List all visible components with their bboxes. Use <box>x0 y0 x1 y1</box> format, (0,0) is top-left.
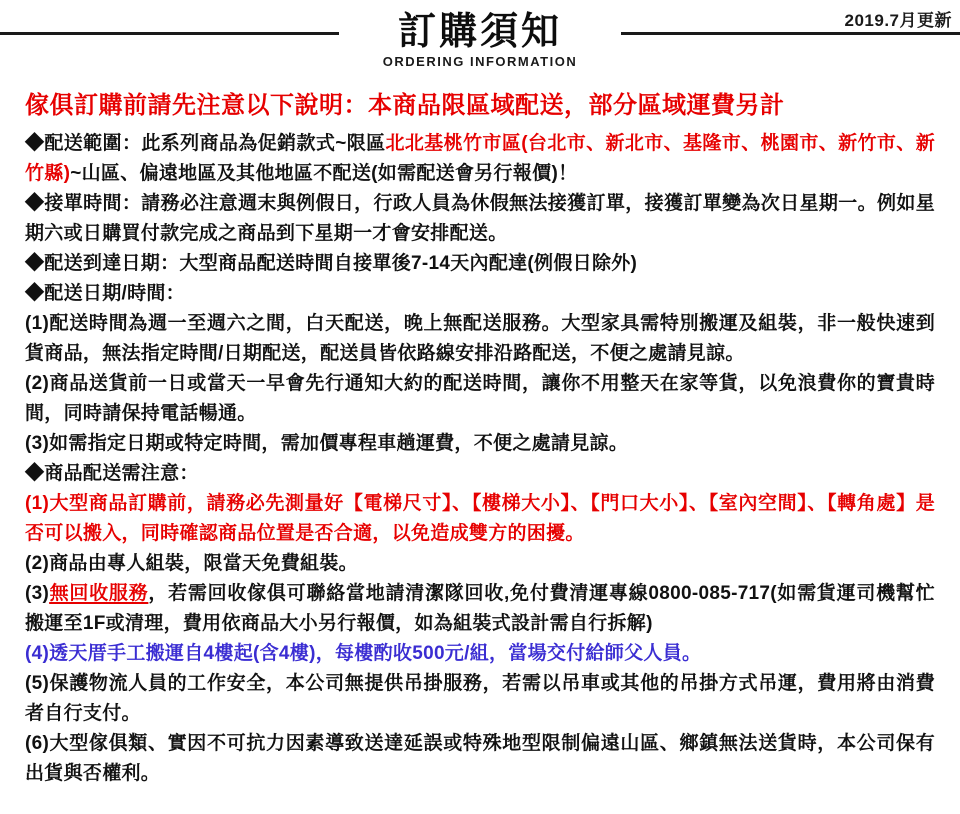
text-segment: ◆接單時間：請務必注意週末與例假日，行政人員為休假無法接獲訂單，接獲訂單變為次日星期一。例如星期六或日購買付款完成之商品到下星期一才會安排配送。 <box>25 193 935 244</box>
updated-date-label: 2019.7月更新 <box>844 11 952 30</box>
notice-paragraph <box>25 189 935 249</box>
notice-paragraph <box>25 549 935 579</box>
notice-paragraph <box>25 459 935 489</box>
text-segment: (5)保護物流人員的工作安全，本公司無提供吊掛服務，若需以吊車或其他的吊掛方式吊運，費用將由消費者自行支付。 <box>25 673 935 724</box>
text-segment: (2)商品送貨前一日或當天一早會先行通知大約的配送時間，讓你不用整天在家等貨，以免浪費你的寶貴時間，同時請保持電話暢通。 <box>25 373 935 424</box>
text-segment: ，若需回收傢俱可聯絡當地請清潔隊回收,免付費清運專線0800-085-717(如需貨運司機幫忙搬運至1F或清理，費用依商品大小另行報價，如為組裝式設計需自行拆解) <box>25 583 935 634</box>
notice-paragraph <box>25 429 935 459</box>
notice-paragraph <box>25 249 935 279</box>
text-segment: (2)商品由專人組裝，限當天免費組裝。 <box>25 553 358 574</box>
title-rule-left <box>0 32 339 35</box>
notice-paragraph <box>25 309 935 369</box>
page-header <box>0 0 960 80</box>
title-block <box>383 10 577 69</box>
notice-paragraph <box>25 129 935 189</box>
title-rule-right <box>621 32 960 35</box>
page-title: 訂購須知 <box>398 11 563 53</box>
notice-paragraph <box>25 639 935 669</box>
text-segment: ◆商品配送需注意： <box>25 463 199 484</box>
page-subtitle: ORDERING INFORMATION <box>382 54 578 69</box>
notice-body <box>25 129 935 789</box>
text-segment: 無回收服務 <box>49 583 149 604</box>
text-segment: ~山區、偏遠地區及其他地區不配送(如需配送會另行報價)！ <box>70 163 578 184</box>
text-segment: (3)如需指定日期或特定時間，需加價專程車趟運費，不便之處請見諒。 <box>25 433 629 454</box>
notice-paragraph <box>25 729 935 789</box>
text-segment: 北北基桃竹市區(台北市、新北市、基隆市、桃園市、新竹市、新竹縣) <box>25 133 935 184</box>
title-row <box>0 10 960 69</box>
text-segment: ◆配送到達日期：大型商品配送時間自接單後7-14天內配達(例假日除外) <box>25 253 638 274</box>
notice-paragraph <box>25 279 935 309</box>
notice-headline: 傢俱訂購前請先注意以下說明：本商品限區域配送，部分區域運費另計 <box>25 92 785 119</box>
notice-paragraph <box>25 369 935 429</box>
notice-paragraph <box>25 669 935 729</box>
notice-section <box>0 80 960 789</box>
text-segment: ◆配送日期/時間： <box>25 283 185 304</box>
text-segment: (6)大型傢俱類、實因不可抗力因素導致送達延誤或特殊地型限制偏遠山區、鄉鎮無法送貨時，本公司保有出貨與否權利。 <box>25 733 935 784</box>
notice-paragraph <box>25 579 935 639</box>
text-segment: (1)配送時間為週一至週六之間，白天配送，晚上無配送服務。大型家具需特別搬運及組裝，非一般快速到貨商品，無法指定時間/日期配送，配送員皆依路線安排沿路配送，不便之處請見諒。 <box>25 313 935 364</box>
text-segment: (1)大型商品訂購前，請務必先測量好【電梯尺寸】、【樓梯大小】、【門口大小】、【室內空間】、【轉角處】是否可以搬入，同時確認商品位置是否合適，以免造成雙方的困擾。 <box>25 493 935 544</box>
notice-paragraph <box>25 489 935 549</box>
text-segment: (3) <box>25 583 50 604</box>
text-segment: (4)透天厝手工搬運自4樓起(含4樓)，每樓酌收500元/組，當場交付給師父人員。 <box>25 643 702 664</box>
text-segment: ◆配送範圍：此系列商品為促銷款式~限區 <box>25 133 386 154</box>
